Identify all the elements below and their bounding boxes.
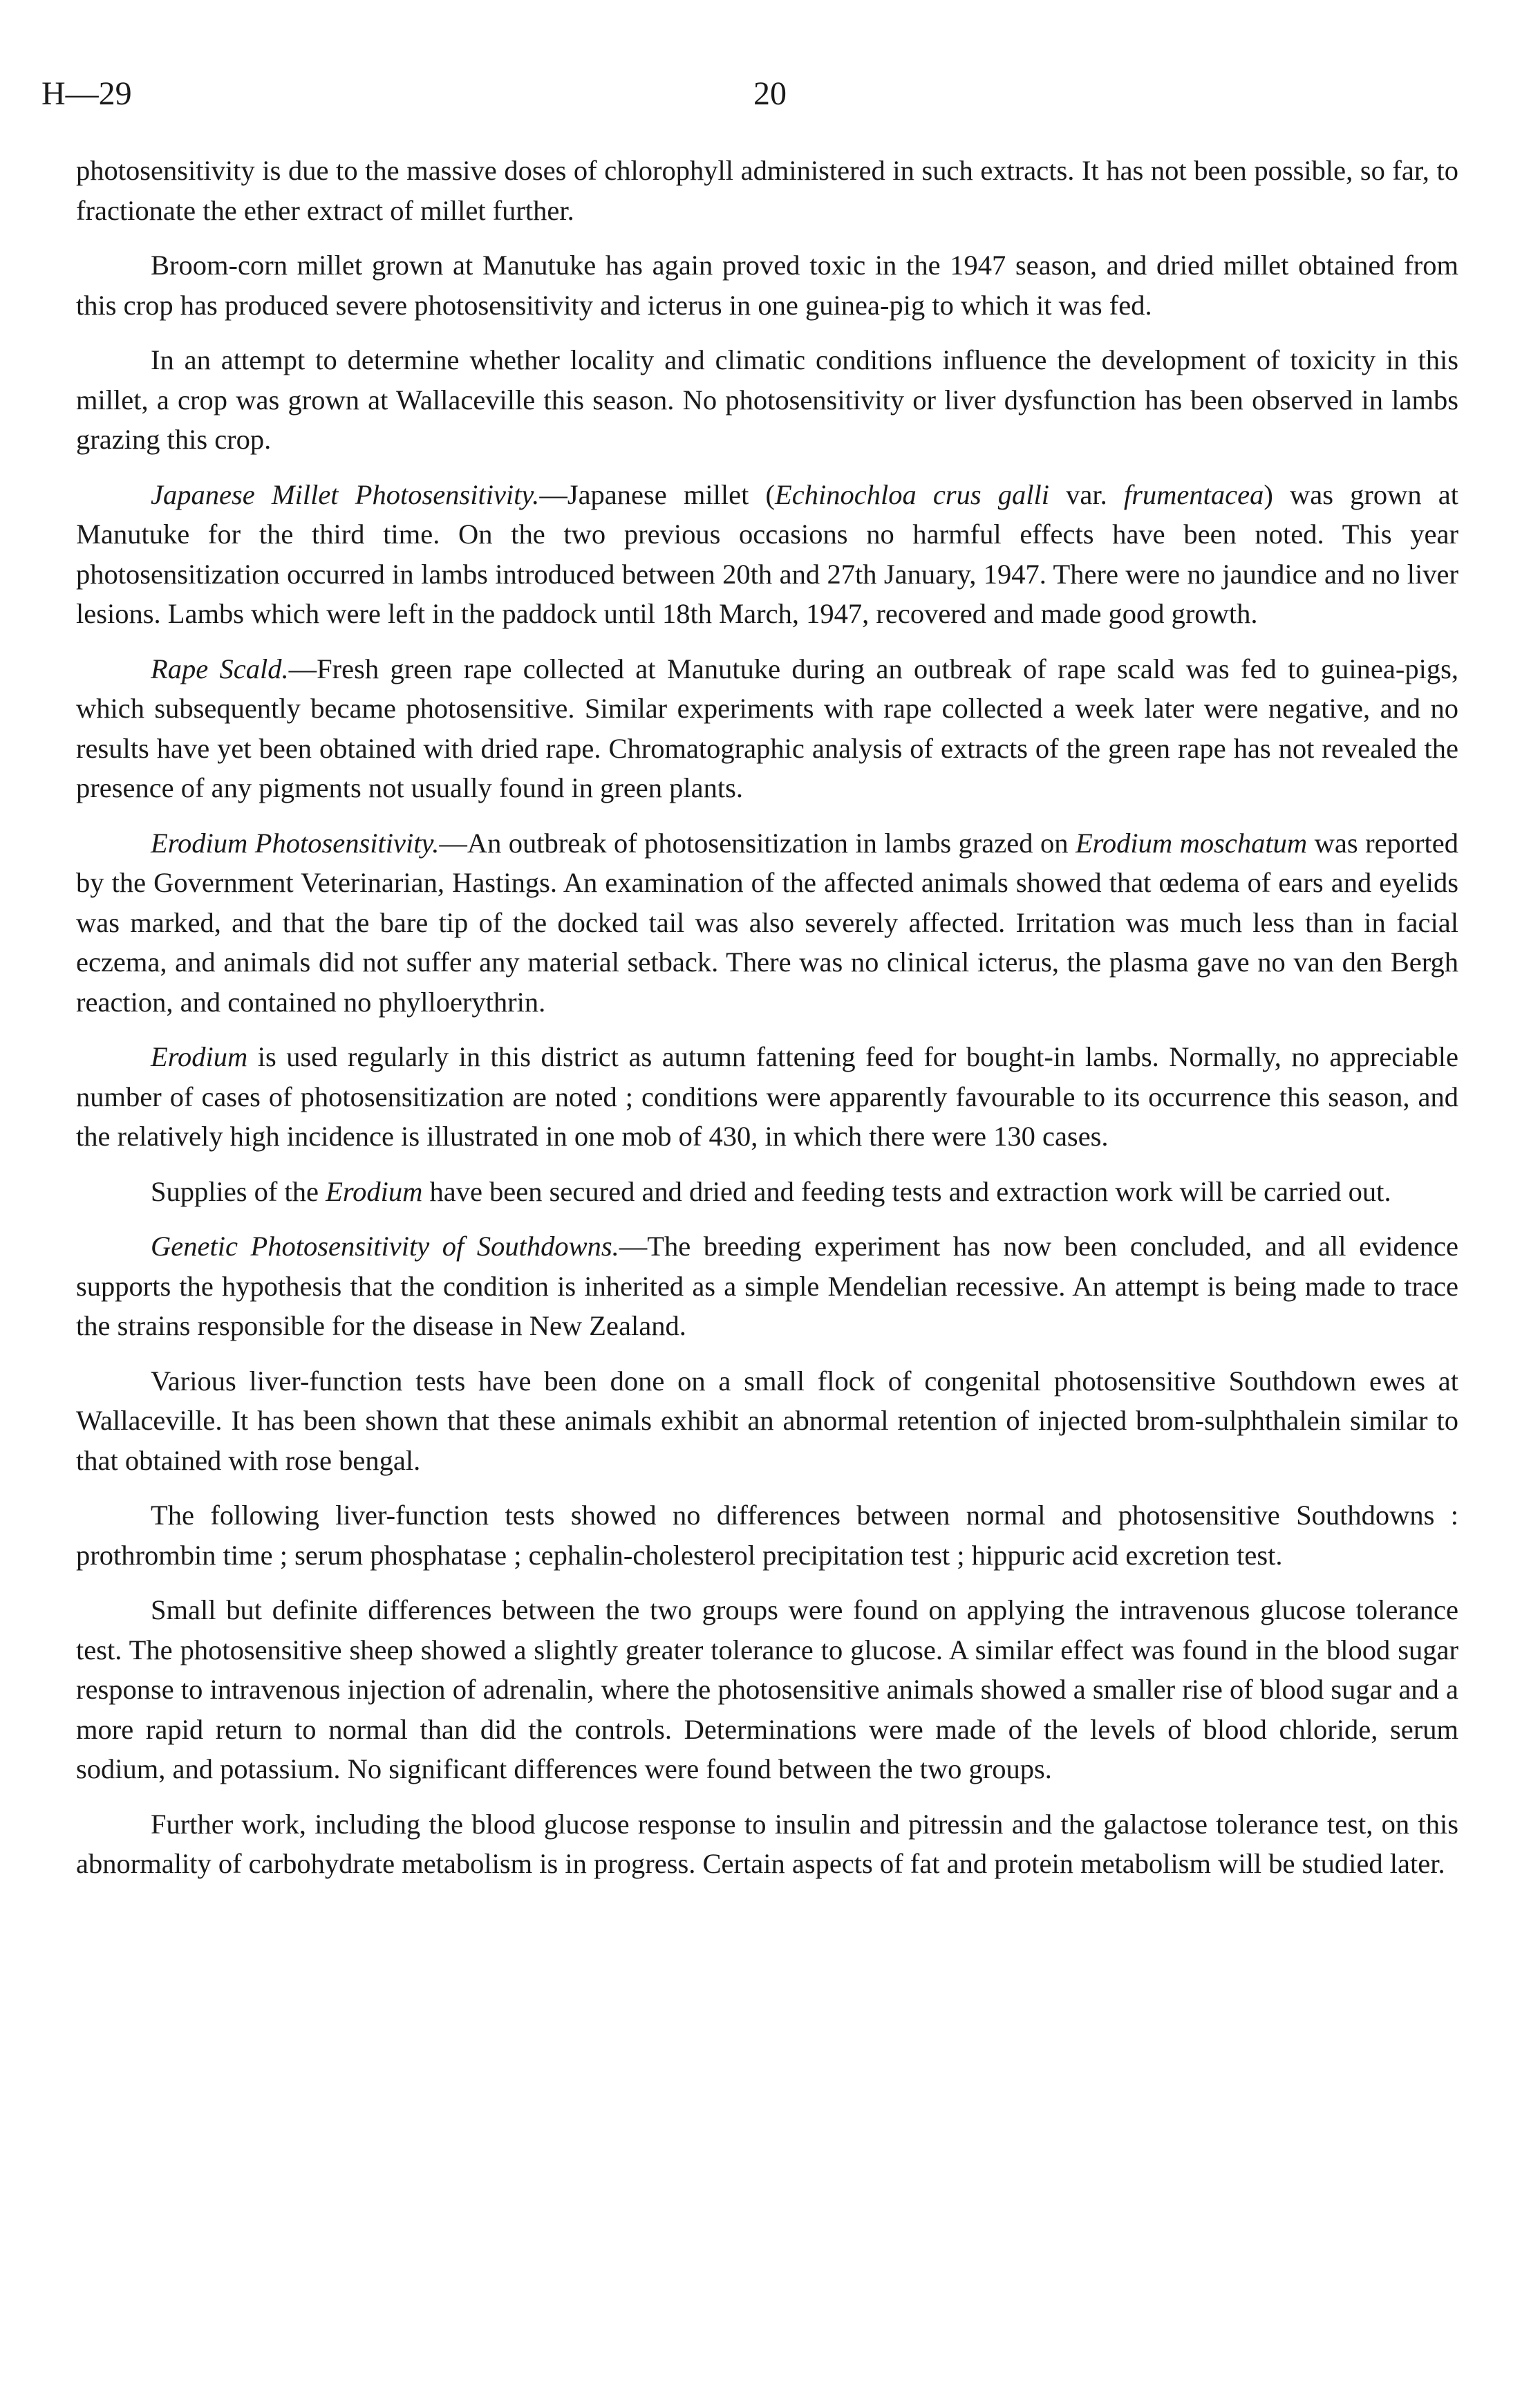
text-run: photosensitivity is due to the massive doses of chlorophyll administered in such extracts. It has not been possible, so far, to fractionate the ether extract of millet further. — [76, 155, 1458, 226]
text-run: Small but definite differences between the two groups were found on applying the intravenous glucose tolerance test. The photosensitive sheep showed a slightly greater tolerance to glucose. A similar effect was found in the blood sugar response to intravenous injection of adrenalin, where the photosensitive animals showed a smaller rise of blood sugar and a more rapid return to normal than did the controls. Determinations were made of the levels of blood chloride, serum sodium, and potassium. No significant differences were found between the two groups. — [76, 1594, 1458, 1784]
text-run: —Japanese millet ( — [539, 478, 776, 510]
paragraph-erodium-photosensitivity — [76, 823, 1458, 1023]
paragraph-erodium-feed — [76, 1037, 1458, 1157]
italic-text: Rape Scald. — [151, 653, 289, 684]
italic-text: Echinochloa crus galli — [775, 478, 1050, 510]
paragraph-erodium-supplies — [76, 1172, 1458, 1212]
text-run: Broom-corn millet grown at Manutuke has again proved toxic in the 1947 season, and dried millet obtained from this crop has produced severe photosensitivity and icterus in one guinea-pig to which it was fed. — [76, 250, 1458, 321]
text-run: var. — [1049, 478, 1124, 510]
page-header — [0, 75, 1540, 123]
page-number: 20 — [753, 75, 787, 112]
text-run: Further work, including the blood glucose response to insulin and pitressin and the galactose tolerance test, on this abnormality of carbohydrate metabolism is in progress. Certain aspects of fat and protein metabolism will be studied later. — [76, 1808, 1458, 1879]
paragraph-broom-corn-millet — [76, 245, 1458, 325]
text-run: Various liver-function tests have been done on a small flock of congenital photosensitive Southdown ewes at Wallaceville. It has been shown that these animals exhibit an abnormal retention of injected brom-sulphthalein similar to that obtained with rose bengal. — [76, 1365, 1458, 1476]
paragraph-liver-function — [76, 1361, 1458, 1481]
italic-text: Erodium moschatum — [1075, 827, 1308, 859]
text-run: Supplies of the — [151, 1175, 326, 1207]
text-run: was reported by the Government Veterinarian, Hastings. An examination of the affected animals showed that œdema of ears and eyelids was marked, and that the bare tip of the docked tail was also severely affected. Irritation was much less than in facial eczema, and animals did not suffer any material setback. There was no clinical icterus, the plasma gave no van den Bergh reaction, and contained no phylloerythrin. — [76, 827, 1459, 1018]
paragraph-no-differences — [76, 1495, 1458, 1575]
text-run: —Fresh green rape collected at Manutuke during an outbreak of rape scald was fed to guinea-pigs, which subsequently became photosensitive. Similar experiments with rape collected a week later were negative, and no results have yet been obtained with dried rape. Chromatographic analysis of extracts of the green rape has not revealed the presence of any pigments not usually found in green plants. — [76, 653, 1458, 803]
paragraph-wallaceville-crop — [76, 340, 1458, 460]
paragraph-glucose-tolerance — [76, 1590, 1458, 1789]
paragraph-ether-extract — [76, 151, 1458, 230]
text-run: is used regularly in this district as autumn fattening feed for bought-in lambs. Normally, no appreciable number of cases of photosensitization are noted ; conditions were apparently favourable to its occurrence this season, and the relatively high incidence is illustrated in one mob of 430, in which there were 130 cases. — [76, 1041, 1458, 1152]
paragraph-japanese-millet — [76, 475, 1458, 634]
italic-text: Erodium Photosensitivity. — [151, 827, 440, 859]
text-run: —An outbreak of photosensitization in lambs grazed on — [439, 827, 1076, 859]
italic-text: frumentacea — [1123, 478, 1264, 510]
text-run: ) was grown at Manutuke for the third time. On the two previous occasions no harmful effects have been noted. This year photosensitization occurred in lambs introduced between 20th and 27th January, 1947. There were no jaundice and no liver lesions. Lambs which were left in the paddock until 18th March, 1947, recovered and made good growth. — [76, 478, 1459, 629]
text-run: In an attempt to determine whether locality and climatic conditions influence the development of toxicity in this millet, a crop was grown at Wallaceville this season. No photosensitivity or liver dysfunction has been observed in lambs grazing this crop. — [76, 344, 1458, 455]
paragraph-rape-scald — [76, 649, 1458, 808]
text-run: —The breeding experiment has now been concluded, and all evidence supports the hypothesis that the condition is inherited as a simple Mendelian recessive. An attempt is being made to trace the strains responsible for the disease in New Zealand. — [76, 1231, 1458, 1341]
italic-text: Erodium — [151, 1041, 248, 1072]
body-text — [76, 151, 1458, 1899]
text-run: have been secured and dried and feeding tests and extraction work will be carried out. — [422, 1175, 1391, 1207]
paragraph-further-work — [76, 1804, 1458, 1884]
italic-text: Japanese Millet Photosensitivity. — [151, 478, 540, 510]
series-code: H—29 — [41, 75, 132, 112]
italic-text: Erodium — [326, 1175, 423, 1207]
italic-text: Genetic Photosensitivity of Southdowns. — [151, 1231, 619, 1262]
text-run: The following liver-function tests showed no differences between normal and photosensitive Southdowns : prothrombin time ; serum phosphatase ; cephalin-cholesterol precipitation test ; hippuric acid excretion test. — [76, 1500, 1458, 1571]
paragraph-genetic-southdowns — [76, 1226, 1458, 1346]
